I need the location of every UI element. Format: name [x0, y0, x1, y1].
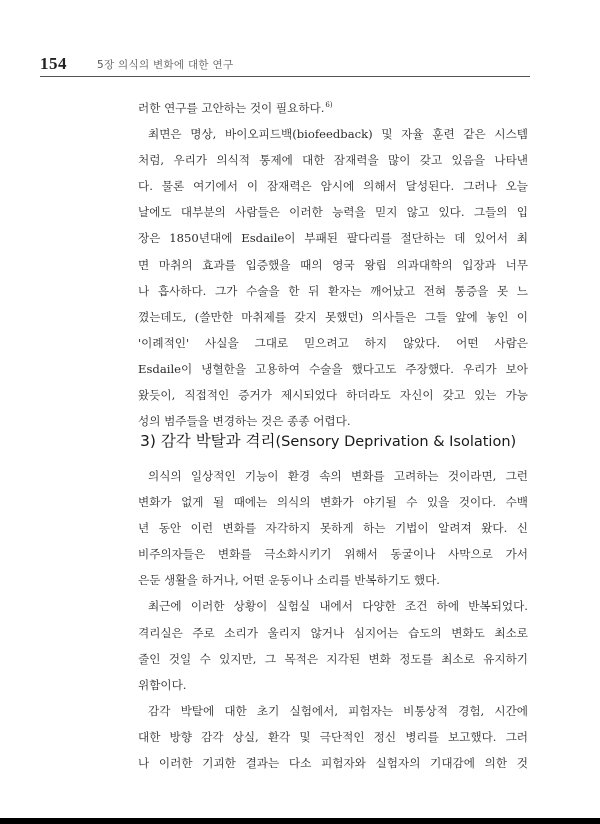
footnote-reference: 6): [325, 101, 333, 110]
text-line: 비주의자들은 변화를 극소화시키기 위해서 동굴이나 사막으로 가서: [138, 547, 528, 562]
text-line: 대한 방향 감각 상실, 환각 및 극단적인 정신 병리를 보고했다. 그러: [138, 729, 528, 744]
text-line: 처럼, 우리가 의식적 통제에 대한 잠재력을 많이 갖고 있음을 나타낸: [138, 153, 528, 168]
section-heading-korean: 3) 감각 박탈과 격리: [140, 432, 276, 450]
text-line: 나 흡사하다. 그가 수술을 한 뒤 환자는 깨어났고 전혀 통증을 못 느: [138, 283, 528, 298]
text-line: [138, 95, 528, 121]
text-line: 면 마취의 효과를 입증했을 때의 영국 왕립 의과대학의 입장과 너무: [138, 257, 528, 272]
header-rule: [40, 76, 530, 77]
intro-paragraphs: [138, 95, 528, 434]
text-line: 위함이다.: [138, 677, 187, 692]
intro-paragraph: [138, 95, 528, 434]
text-line: 나 이러한 기괴한 결과는 다소 피험자와 실험자의 기대감에 의한 것: [138, 756, 528, 771]
text-line: 년 동안 이런 변화를 자각하지 못하게 하는 기법이 알려져 왔다. 신: [138, 521, 528, 536]
body-paragraphs: [138, 463, 528, 776]
text-line: Esdaile이 냉혈한을 고용하여 수술을 했다고도 주장했다. 우리가 보아: [138, 361, 528, 376]
text-line: 성의 범주들을 변경하는 것은 종종 어렵다.: [138, 414, 351, 429]
text-line: 은둔 생활을 하거나, 어떤 운동이나 소리를 반복하기도 했다.: [138, 573, 440, 588]
text-line-content: 러한 연구를 고안하는 것이 필요하다.: [138, 101, 325, 115]
text-line: 꼈는데도, (쓸만한 마취제를 갖지 못했던) 의사들은 그들 앞에 놓인 이: [138, 309, 528, 324]
text-line: 왔듯이, 직접적인 증거가 제시되었다 하더라도 자신이 갖고 있는 가능: [138, 388, 528, 403]
text-line: 다. 물론 여기에서 이 잠재력은 암시에 의해서 달성된다. 그러나 오늘: [138, 179, 528, 194]
text-line: 변화가 없게 될 때에는 의식의 변화가 야기될 수 있을 것이다. 수백: [138, 495, 528, 510]
section-heading: [140, 429, 530, 451]
text-line: 최근에 이러한 상황이 실험실 내에서 다양한 조건 하에 반복되었다.: [148, 599, 528, 614]
bottom-edge-bar: [0, 818, 600, 824]
text-line: '이례적인' 사실을 그대로 믿으려고 하지 않았다. 어떤 사람은: [138, 335, 528, 350]
text-line: 의식의 일상적인 기능이 환경 속의 변화를 고려하는 것이라면, 그런: [148, 469, 528, 483]
text-line: 최면은 명상, 바이오피드백(biofeedback) 및 자율 훈련 같은 시스템: [148, 127, 528, 142]
text-line: 격리실은 주로 소리가 울리지 않거나 심지어는 습도의 변화도 최소로: [138, 625, 528, 640]
running-header-title: 5장 의식의 변화에 대한 연구: [97, 59, 234, 71]
body-paragraph: [138, 463, 528, 776]
text-line: 날에도 대부분의 사람들은 이러한 능력을 믿지 않고 있다. 그들의 입: [138, 205, 528, 220]
text-line: 감각 박탈에 대한 초기 실험에서, 피험자는 비통상적 경험, 시간에: [148, 703, 528, 718]
text-line: 장은 1850년대에 Esdaile이 부패된 팔다리를 절단하는 데 있어서 최: [138, 231, 528, 246]
page-number: 154: [40, 54, 67, 73]
text-line: 줄인 것일 수 있지만, 그 목적은 지각된 변화 정도를 최소로 유지하기: [138, 651, 528, 666]
section-heading-english: (Sensory Deprivation & Isolation): [275, 434, 517, 450]
